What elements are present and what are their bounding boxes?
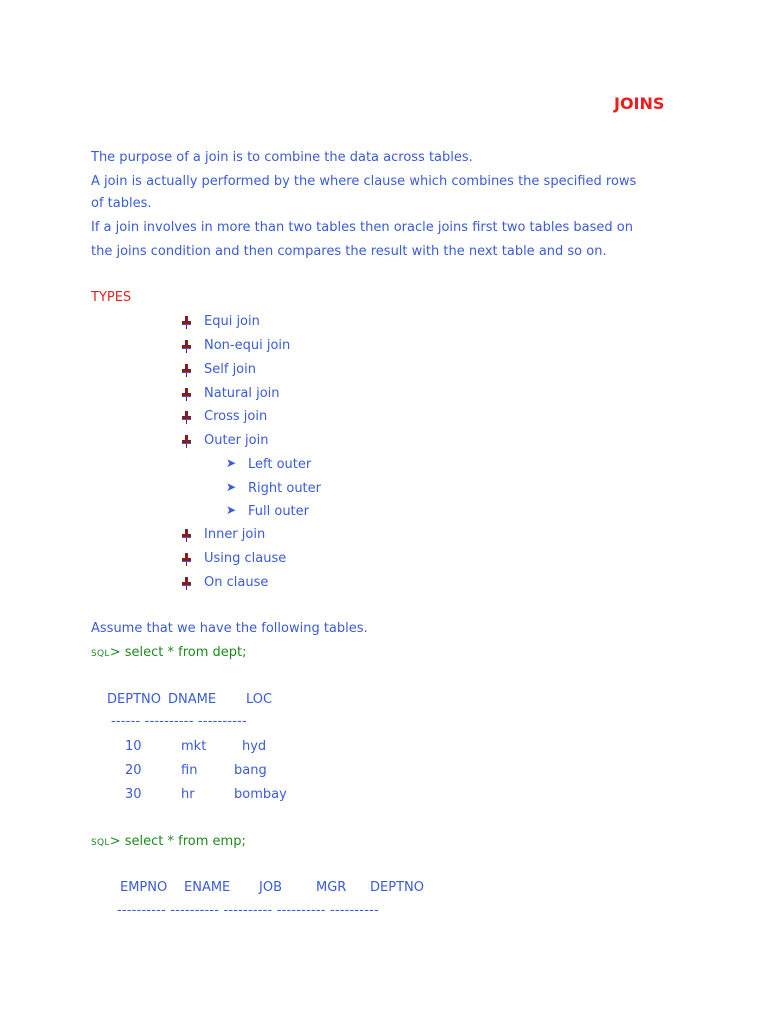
- table-cell: bombay: [234, 787, 287, 802]
- sql-query-emp: [91, 834, 246, 851]
- intro-line-4: If a join involves in more than two tables then oracle joins first two tables based on: [91, 220, 633, 235]
- pushpin-bullet-icon: [180, 316, 193, 329]
- list-item: Equi join: [204, 314, 260, 329]
- intro-line-5: the joins condition and then compares the result with the next table and so on.: [91, 244, 607, 259]
- pushpin-bullet-icon: [180, 529, 193, 542]
- list-item: On clause: [204, 575, 269, 590]
- intro-line-1: The purpose of a join is to combine the data across tables.: [91, 150, 473, 165]
- intro-line-2: A join is actually performed by the where clause which combines the specified rows: [91, 174, 637, 189]
- intro-line-3: of tables.: [91, 196, 152, 211]
- table-cell: hr: [181, 787, 195, 802]
- pushpin-bullet-icon: [180, 553, 193, 566]
- sql-query-dept: [91, 645, 247, 662]
- table-cell: mkt: [181, 739, 207, 754]
- sub-list-item: Right outer: [248, 481, 321, 496]
- emp-header-ename: ENAME: [184, 880, 231, 895]
- arrow-bullet-icon: ➤: [226, 503, 237, 517]
- table-cell: hyd: [242, 739, 267, 754]
- arrow-bullet-icon: ➤: [226, 456, 237, 470]
- page-title: JOINS: [614, 94, 665, 113]
- dept-header-deptno: DEPTNO: [107, 692, 161, 707]
- arrow-bullet-icon: ➤: [226, 480, 237, 494]
- table-cell: 20: [125, 763, 142, 778]
- dept-header-dname: DNAME: [168, 692, 217, 707]
- sub-list-item: Full outer: [248, 504, 309, 519]
- list-item: Inner join: [204, 527, 266, 542]
- pushpin-bullet-icon: [180, 340, 193, 353]
- pushpin-bullet-icon: [180, 411, 193, 424]
- table-cell: 30: [125, 787, 142, 802]
- list-item: Using clause: [204, 551, 287, 566]
- sql-command: select * from dept;: [120, 645, 247, 660]
- dept-separator: ------ ---------- ----------: [111, 714, 247, 729]
- pushpin-bullet-icon: [180, 435, 193, 448]
- assume-text: Assume that we have the following tables.: [91, 621, 368, 636]
- sql-prompt-gt: >: [109, 834, 121, 849]
- emp-separator: ---------- ---------- ---------- ---------- ----------: [117, 903, 379, 918]
- sql-prompt: SQL: [91, 838, 110, 848]
- pushpin-bullet-icon: [180, 364, 193, 377]
- table-cell: fin: [181, 763, 198, 778]
- list-item: Cross join: [204, 409, 268, 424]
- pushpin-bullet-icon: [180, 388, 193, 401]
- dept-header-loc: LOC: [246, 692, 273, 707]
- emp-header-job: JOB: [259, 880, 282, 895]
- emp-header-mgr: MGR: [316, 880, 347, 895]
- table-cell: bang: [234, 763, 267, 778]
- pushpin-bullet-icon: [180, 577, 193, 590]
- sql-command: select * from emp;: [120, 834, 246, 849]
- sql-prompt: SQL: [91, 649, 110, 659]
- types-heading: TYPES: [91, 290, 132, 305]
- emp-header-deptno: DEPTNO: [370, 880, 424, 895]
- list-item: Self join: [204, 362, 256, 377]
- table-cell: 10: [125, 739, 142, 754]
- emp-header-empno: EMPNO: [120, 880, 168, 895]
- list-item: Non-equi join: [204, 338, 291, 353]
- sub-list-item: Left outer: [248, 457, 312, 472]
- list-item: Natural join: [204, 386, 280, 401]
- sql-prompt-gt: >: [109, 645, 121, 660]
- list-item: Outer join: [204, 433, 269, 448]
